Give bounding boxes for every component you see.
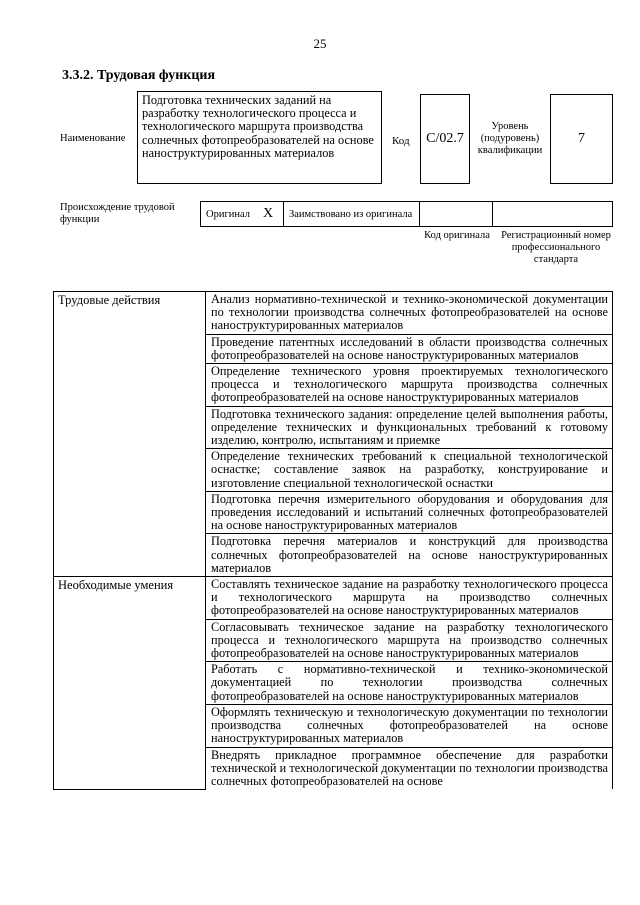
section-label-skills: Необходимые умения <box>54 577 206 790</box>
list-item: Подготовка технического задания: определение целей выполнения работы, определение технических и функциональных требований к готовому изделию, контролю, испытаниям и приемке <box>206 406 613 449</box>
list-item: Определение технического уровня проектируемых технологического процесса и технологического маршрута производства солнечных фотопреобразователей на основе наноструктурированных материалов <box>206 364 613 407</box>
table-row <box>54 292 613 335</box>
list-item: Определение технических требований к специальной технологической оснастке; составление заявок на разработку, конструирование и изготовление специальной технологической оснастки <box>206 449 613 492</box>
level-value: 7 <box>550 94 613 184</box>
section-title: 3.3.2. Трудовая функция <box>62 68 216 83</box>
name-label: Наименование <box>60 133 126 144</box>
origin-divider <box>283 201 284 227</box>
code-label: Код <box>392 135 410 147</box>
list-item: Согласовывать техническое задание на разработку технологического процесса и технологического маршрута на производство солнечных фотопреобразователей на основе наноструктурированных материалов <box>206 619 613 662</box>
original-label: Оригинал <box>206 209 250 220</box>
list-item: Оформлять техническую и технологическую документации по технологии производства солнечных фотопреобразователей на основе наноструктурированных материалов <box>206 704 613 747</box>
list-item: Составлять техническое задание на разработку технологического процесса и технологического маршрута на производство солнечных фотопреобразователей на основе наноструктурированных материалов <box>206 577 613 620</box>
original-mark: X <box>263 206 274 221</box>
list-item: Подготовка перечня измерительного оборудования и оборудования для проведения исследований и испытаний солнечных фотопреобразователей на основе наноструктурированных материалов <box>206 491 613 534</box>
list-item: Работать с нормативно-технической и технико-экономической документацией по технологии производства солнечных фотопреобразователей на основе наноструктурированных материалов <box>206 662 613 705</box>
reg-number-label: Регистрационный номер профессионального стандарта <box>501 230 611 265</box>
origin-label: Происхождение трудовой функции <box>60 202 175 225</box>
level-label: Уровень (подуровень) квалификации <box>477 121 543 156</box>
table-row <box>54 577 613 620</box>
section-label-actions: Трудовые действия <box>54 292 206 577</box>
code-original-label: Код оригинала <box>424 230 490 241</box>
list-item: Проведение патентных исследований в области производства солнечных фотопреобразователей на основе наноструктурированных материалов <box>206 334 613 363</box>
name-value: Подготовка технических заданий на разработку технологического процесса и технологического маршрута производства солнечных фотопреобразователей на основе наноструктурированных материалов <box>137 91 382 184</box>
list-item: Подготовка перечня материалов и конструкций для производства солнечных фотопреобразователей на основе наноструктурированных материалов <box>206 534 613 577</box>
list-item: Внедрять прикладное программное обеспечение для разработки технической и технологической документации по технологии производства солнечных фотопреобразователей на основе <box>206 747 613 789</box>
competency-table <box>53 291 613 790</box>
borrowed-label: Заимствовано из оригинала <box>289 209 413 220</box>
reg-number-box <box>492 201 613 227</box>
code-value: C/02.7 <box>420 94 470 184</box>
page-number: 25 <box>313 36 327 51</box>
code-original-box <box>420 201 493 227</box>
origin-box <box>200 201 420 227</box>
list-item: Анализ нормативно-технической и технико-экономической документации по технологии производства солнечных фотопреобразователей на основе наноструктурированных материалов <box>206 292 613 335</box>
